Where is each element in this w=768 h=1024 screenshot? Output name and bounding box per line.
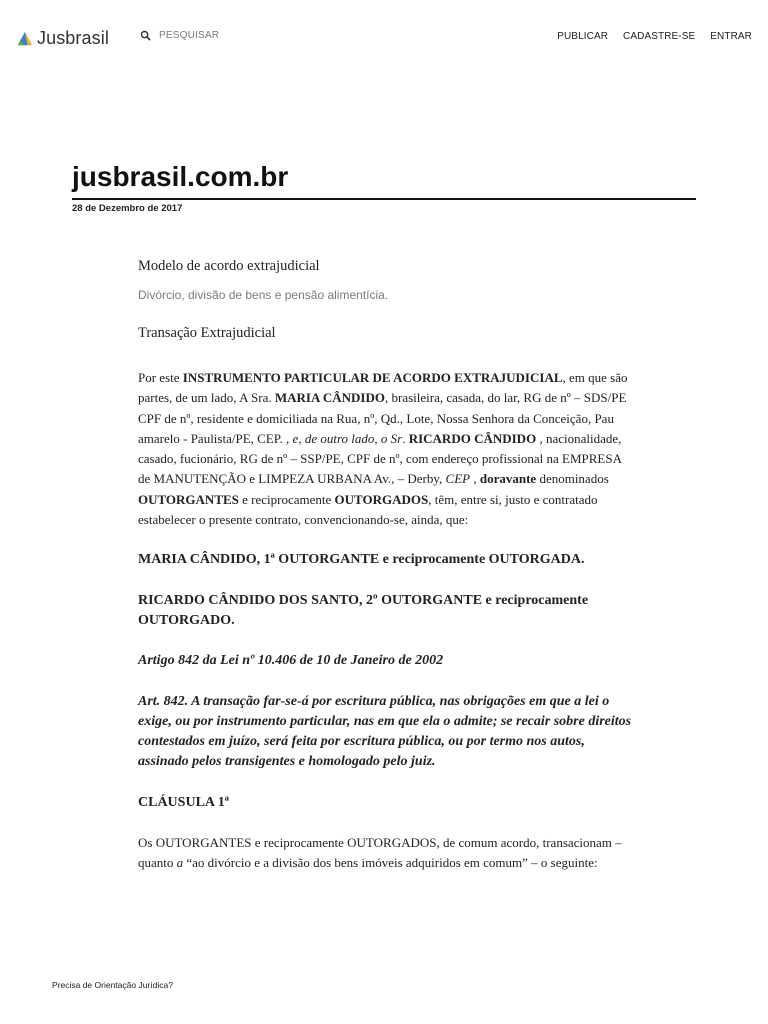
jusbrasil-logo-icon (16, 30, 34, 48)
law-text: Art. 842. A transação far-se-á por escritura pública, nas obrigações em que a lei o exige, ou por instrumento particular, nas em que ela o admite; se recair sobre direitos contestados em juízo, será feita por escritura pública, ou por termo nos autos, assinado pelos transigentes e homologado pelo juiz. (138, 693, 632, 770)
law-reference: Artigo 842 da Lei nº 10.406 de 10 de Janeiro de 2002 (138, 653, 444, 669)
jusbrasil-logo[interactable] (16, 28, 109, 49)
text-span: , em que são partes, de um lado, A Sra. (138, 370, 628, 406)
text-span: . (402, 430, 409, 446)
legal-help-link[interactable]: Precisa de Orientação Jurídica? (52, 980, 173, 990)
bold-span: RICARDO CÂNDIDO (408, 430, 537, 446)
search-icon[interactable] (140, 30, 151, 41)
bold-span: OUTORGADOS (334, 491, 429, 507)
party-2: RICARDO CÂNDIDO DOS SANTO, 2º OUTORGANTE e reciprocamente OUTORGADO. (138, 592, 589, 628)
login-link[interactable]: ENTRAR (710, 31, 752, 42)
brand-name: Jusbrasil (37, 28, 109, 48)
text-span: , nacionalidade, casado, fucionário, RG de nº – SSP/PE, CPF de nº, com endereço profissional na EMPRESA de MANUTENÇÃO e LIMPEZA URBANA Av., – Derby, (138, 430, 622, 487)
italic-span: , e, de outro lado, o Sr (286, 430, 403, 446)
agreement-paragraph (138, 368, 636, 530)
text-span: Os OUTORGANTES e reciprocamente OUTORGADOS, de comum acordo, transacionam – quanto (138, 835, 622, 871)
signup-link[interactable]: CADASTRE-SE (623, 31, 696, 42)
top-nav (557, 31, 752, 42)
section-heading: Transação Extrajudicial (138, 325, 276, 341)
publication-date: 28 de Dezembro de 2017 (72, 203, 183, 214)
text-span: , brasileira, casada, do lar, RG de nº – SDS/PE CPF de nº, residente e domiciliada na Rua, nº, Qd., Lote, Nossa Senhora da Conceição, Pau amarelo - Paulista/PE, CEP. (138, 390, 627, 446)
article-body (138, 256, 636, 887)
top-bar (0, 0, 768, 76)
bold-span: OUTORGANTES (138, 491, 239, 507)
document-title: Modelo de acordo extrajudicial (138, 258, 320, 274)
document-subtitle: Divórcio, divisão de bens e pensão alimentícia. (138, 288, 389, 302)
party-1: MARIA CÂNDIDO, 1ª OUTORGANTE e reciprocamente OUTORGADA. (138, 552, 585, 568)
bold-span: doravante (479, 471, 537, 487)
clause-1-heading: CLÁUSULA 1ª (138, 794, 229, 810)
bold-span: MARIA CÂNDIDO (274, 390, 385, 406)
text-span: “ao divórcio e a divisão dos bens imóveis adquiridos em comum” – o seguinte: (183, 855, 598, 871)
text-span: Por este (138, 370, 183, 385)
search-bar[interactable] (140, 30, 319, 41)
text-span: , (470, 471, 480, 487)
bold-span: INSTRUMENTO PARTICULAR DE ACORDO EXTRAJUDICIAL (182, 370, 563, 385)
publish-link[interactable]: PUBLICAR (557, 31, 609, 42)
text-span: denominados (536, 471, 609, 487)
search-input[interactable] (159, 30, 319, 41)
text-span: e reciprocamente (238, 491, 335, 507)
page-title: jusbrasil.com.br (72, 158, 696, 200)
italic-span: a (176, 855, 184, 871)
italic-span: CEP (445, 471, 471, 487)
clause-1-text (138, 833, 636, 874)
text-span: , têm, entre si, justo e contratado estabelecer o presente contrato, convencionando-se, ainda, que: (138, 491, 598, 528)
